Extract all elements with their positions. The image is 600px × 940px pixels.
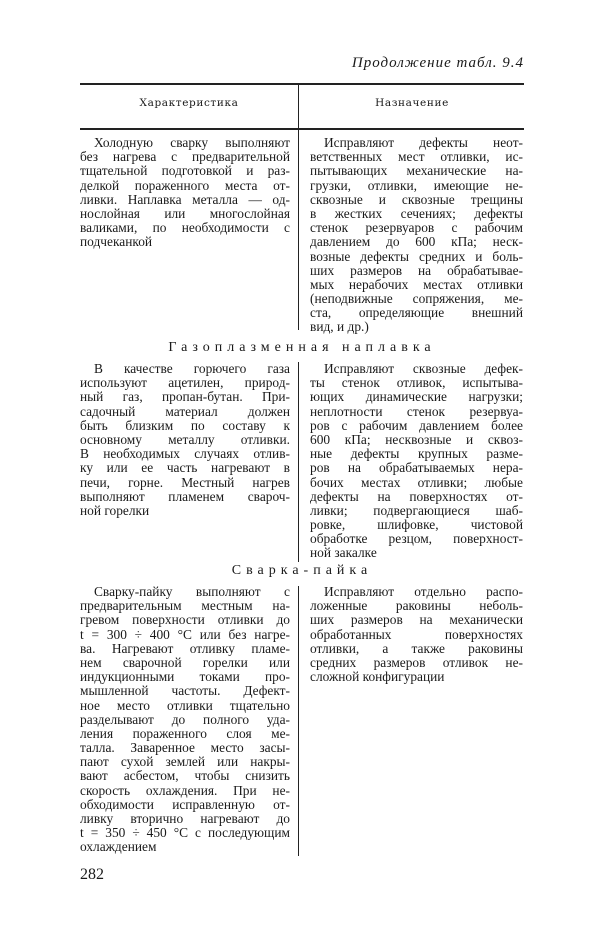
- text-line: обходимости исправленную от-: [80, 796, 290, 812]
- text-line: предварительным местным на-: [80, 598, 290, 614]
- text-line: подчеканкой: [80, 234, 153, 250]
- text-line: ложенные раковины неболь-: [310, 598, 523, 614]
- text-line: нем сварочной горелки или: [80, 654, 290, 670]
- row-1-purpose: [310, 136, 523, 335]
- text-line: делкой пораженного места от-: [80, 177, 290, 193]
- text-line: ливки. Наплавка металла — од-: [80, 191, 290, 207]
- text-line: ной закалке: [310, 545, 377, 561]
- text-line: ветственных мест отливки, ис-: [310, 149, 523, 165]
- text-line: Исправляют сквозные дефек-: [324, 361, 523, 376]
- text-line: t = 350 ÷ 450 °C с последующим: [80, 825, 290, 841]
- section-heading-welding-soldering: Сварка-пайка: [231, 563, 373, 578]
- text-line: В качестве горючего газа: [94, 361, 290, 376]
- text-line: Исправляют отдельно распо-: [324, 584, 523, 599]
- text-line: ления пораженного слоя ме-: [80, 725, 290, 741]
- text-line: печи, горне. Местный нагрев: [80, 474, 290, 490]
- row-3-characteristic: [80, 585, 290, 855]
- text-line: обработке резцом, поверхност-: [310, 531, 523, 547]
- text-line: используют ацетилен, природ-: [80, 375, 290, 391]
- text-line: 600 кПа; несквозные и сквоз-: [310, 431, 523, 447]
- text-line: неплотности стенок резервуа-: [310, 403, 523, 419]
- header-characteristic: Характеристика: [139, 97, 239, 109]
- text-line: ливку вторично нагревают до: [80, 811, 290, 826]
- text-line: отливки, а также раковины: [310, 640, 523, 656]
- text-line: сложной конфигурации: [310, 669, 445, 685]
- table-top-rule: [80, 83, 524, 85]
- text-line: гревом поверхности отливки до: [80, 612, 290, 628]
- row-3-purpose: [310, 585, 523, 684]
- text-line: обработанных поверхностях: [310, 626, 523, 642]
- text-line: основному металлу отливки.: [80, 431, 290, 447]
- text-line: валиками, по необходимости с: [80, 220, 290, 236]
- row-1-characteristic: [80, 136, 290, 250]
- text-line: ших размеров на механически: [310, 612, 523, 628]
- text-line: Холодную сварку выполняют: [94, 135, 290, 150]
- text-line: быть близким по составу к: [80, 417, 290, 433]
- text-line: В необходимых случаях отлив-: [80, 446, 290, 462]
- text-line: мых нерабочих местах отливки: [310, 276, 523, 292]
- text-line: сквозные и сквозные трещины: [310, 191, 523, 207]
- text-line: ной горелки: [80, 502, 150, 518]
- column-divider-3: [298, 586, 299, 856]
- text-line: возные дефекты средних и боль-: [310, 248, 523, 264]
- text-line: ва. Нагревают отливку пламе-: [80, 640, 290, 656]
- table-continuation-caption: Продолжение табл. 9.4: [351, 55, 524, 71]
- text-line: давлением до 600 кПа; неск-: [310, 234, 523, 250]
- text-line: скорость охлаждения. При не-: [80, 782, 290, 798]
- text-line: мышленной частоты. Дефект-: [80, 683, 290, 699]
- text-line: грузки, отливки, имеющие не-: [310, 177, 523, 193]
- text-line: ста, определяющие внешний: [310, 305, 523, 321]
- column-divider-2: [298, 362, 299, 562]
- text-line: ров на обрабатываемых нера-: [310, 460, 523, 476]
- text-line: ные дефекты крупных разме-: [310, 446, 523, 462]
- text-line: Сварку-пайку выполняют с: [94, 584, 290, 599]
- text-line: ющих динамические нагрузки;: [310, 389, 523, 405]
- text-line: Исправляют дефекты неот-: [324, 135, 523, 150]
- text-line: ный газ, пропан-бутан. При-: [80, 389, 290, 405]
- text-line: средних размеров отливок не-: [310, 654, 523, 670]
- text-line: ное место отливки тщательно: [80, 697, 290, 713]
- text-line: ливки; подвергающиеся шаб-: [310, 502, 523, 518]
- text-line: тщательной подготовкой и раз-: [80, 163, 290, 179]
- text-line: пытывающих механические на-: [310, 163, 523, 179]
- page-number: 282: [80, 866, 104, 883]
- text-line: нослойная или многослойная: [80, 205, 290, 221]
- text-line: вид, и др.): [310, 319, 369, 335]
- header-bottom-rule: [80, 128, 524, 130]
- text-line: индукционными токами про-: [80, 669, 290, 685]
- text-line: бочих местах отливки; любые: [310, 474, 523, 490]
- text-line: талла. Заваренное место засы-: [80, 740, 290, 756]
- header-purpose: Назначение: [375, 97, 449, 109]
- text-line: садочный материал должен: [80, 403, 290, 419]
- text-line: ших размеров на обрабатывае-: [310, 262, 523, 278]
- text-line: без нагрева с предварительной: [80, 149, 290, 165]
- text-line: стенок резервуаров с рабочим: [310, 220, 523, 236]
- text-line: пают сухой землей или накры-: [80, 754, 290, 770]
- text-line: ровке, шлифовке, чистовой: [310, 517, 523, 533]
- text-line: ты стенок отливок, испытыва-: [310, 375, 523, 391]
- text-line: разделывают до полного уда-: [80, 711, 290, 727]
- text-line: вают асбестом, чтобы снизить: [80, 768, 290, 784]
- text-line: в жестких сечениях; дефекты: [310, 205, 523, 221]
- text-line: t = 300 ÷ 400 °C или без нагре-: [80, 626, 290, 642]
- text-line: дефекты на поверхностях от-: [310, 488, 523, 504]
- text-line: ку или ее часть нагревают в: [80, 460, 290, 476]
- text-line: ров с рабочим давлением более: [310, 417, 523, 433]
- text-line: выполняют пламенем свароч-: [80, 488, 290, 504]
- text-line: (неподвижные сопряжения, ме-: [310, 291, 523, 307]
- row-2-characteristic: [80, 362, 290, 518]
- column-divider-1: [298, 130, 299, 330]
- row-2-purpose: [310, 362, 523, 561]
- text-line: охлаждением: [80, 839, 157, 855]
- header-divider: [298, 85, 299, 128]
- section-heading-gas-plasma: Газоплазменная наплавка: [168, 340, 436, 355]
